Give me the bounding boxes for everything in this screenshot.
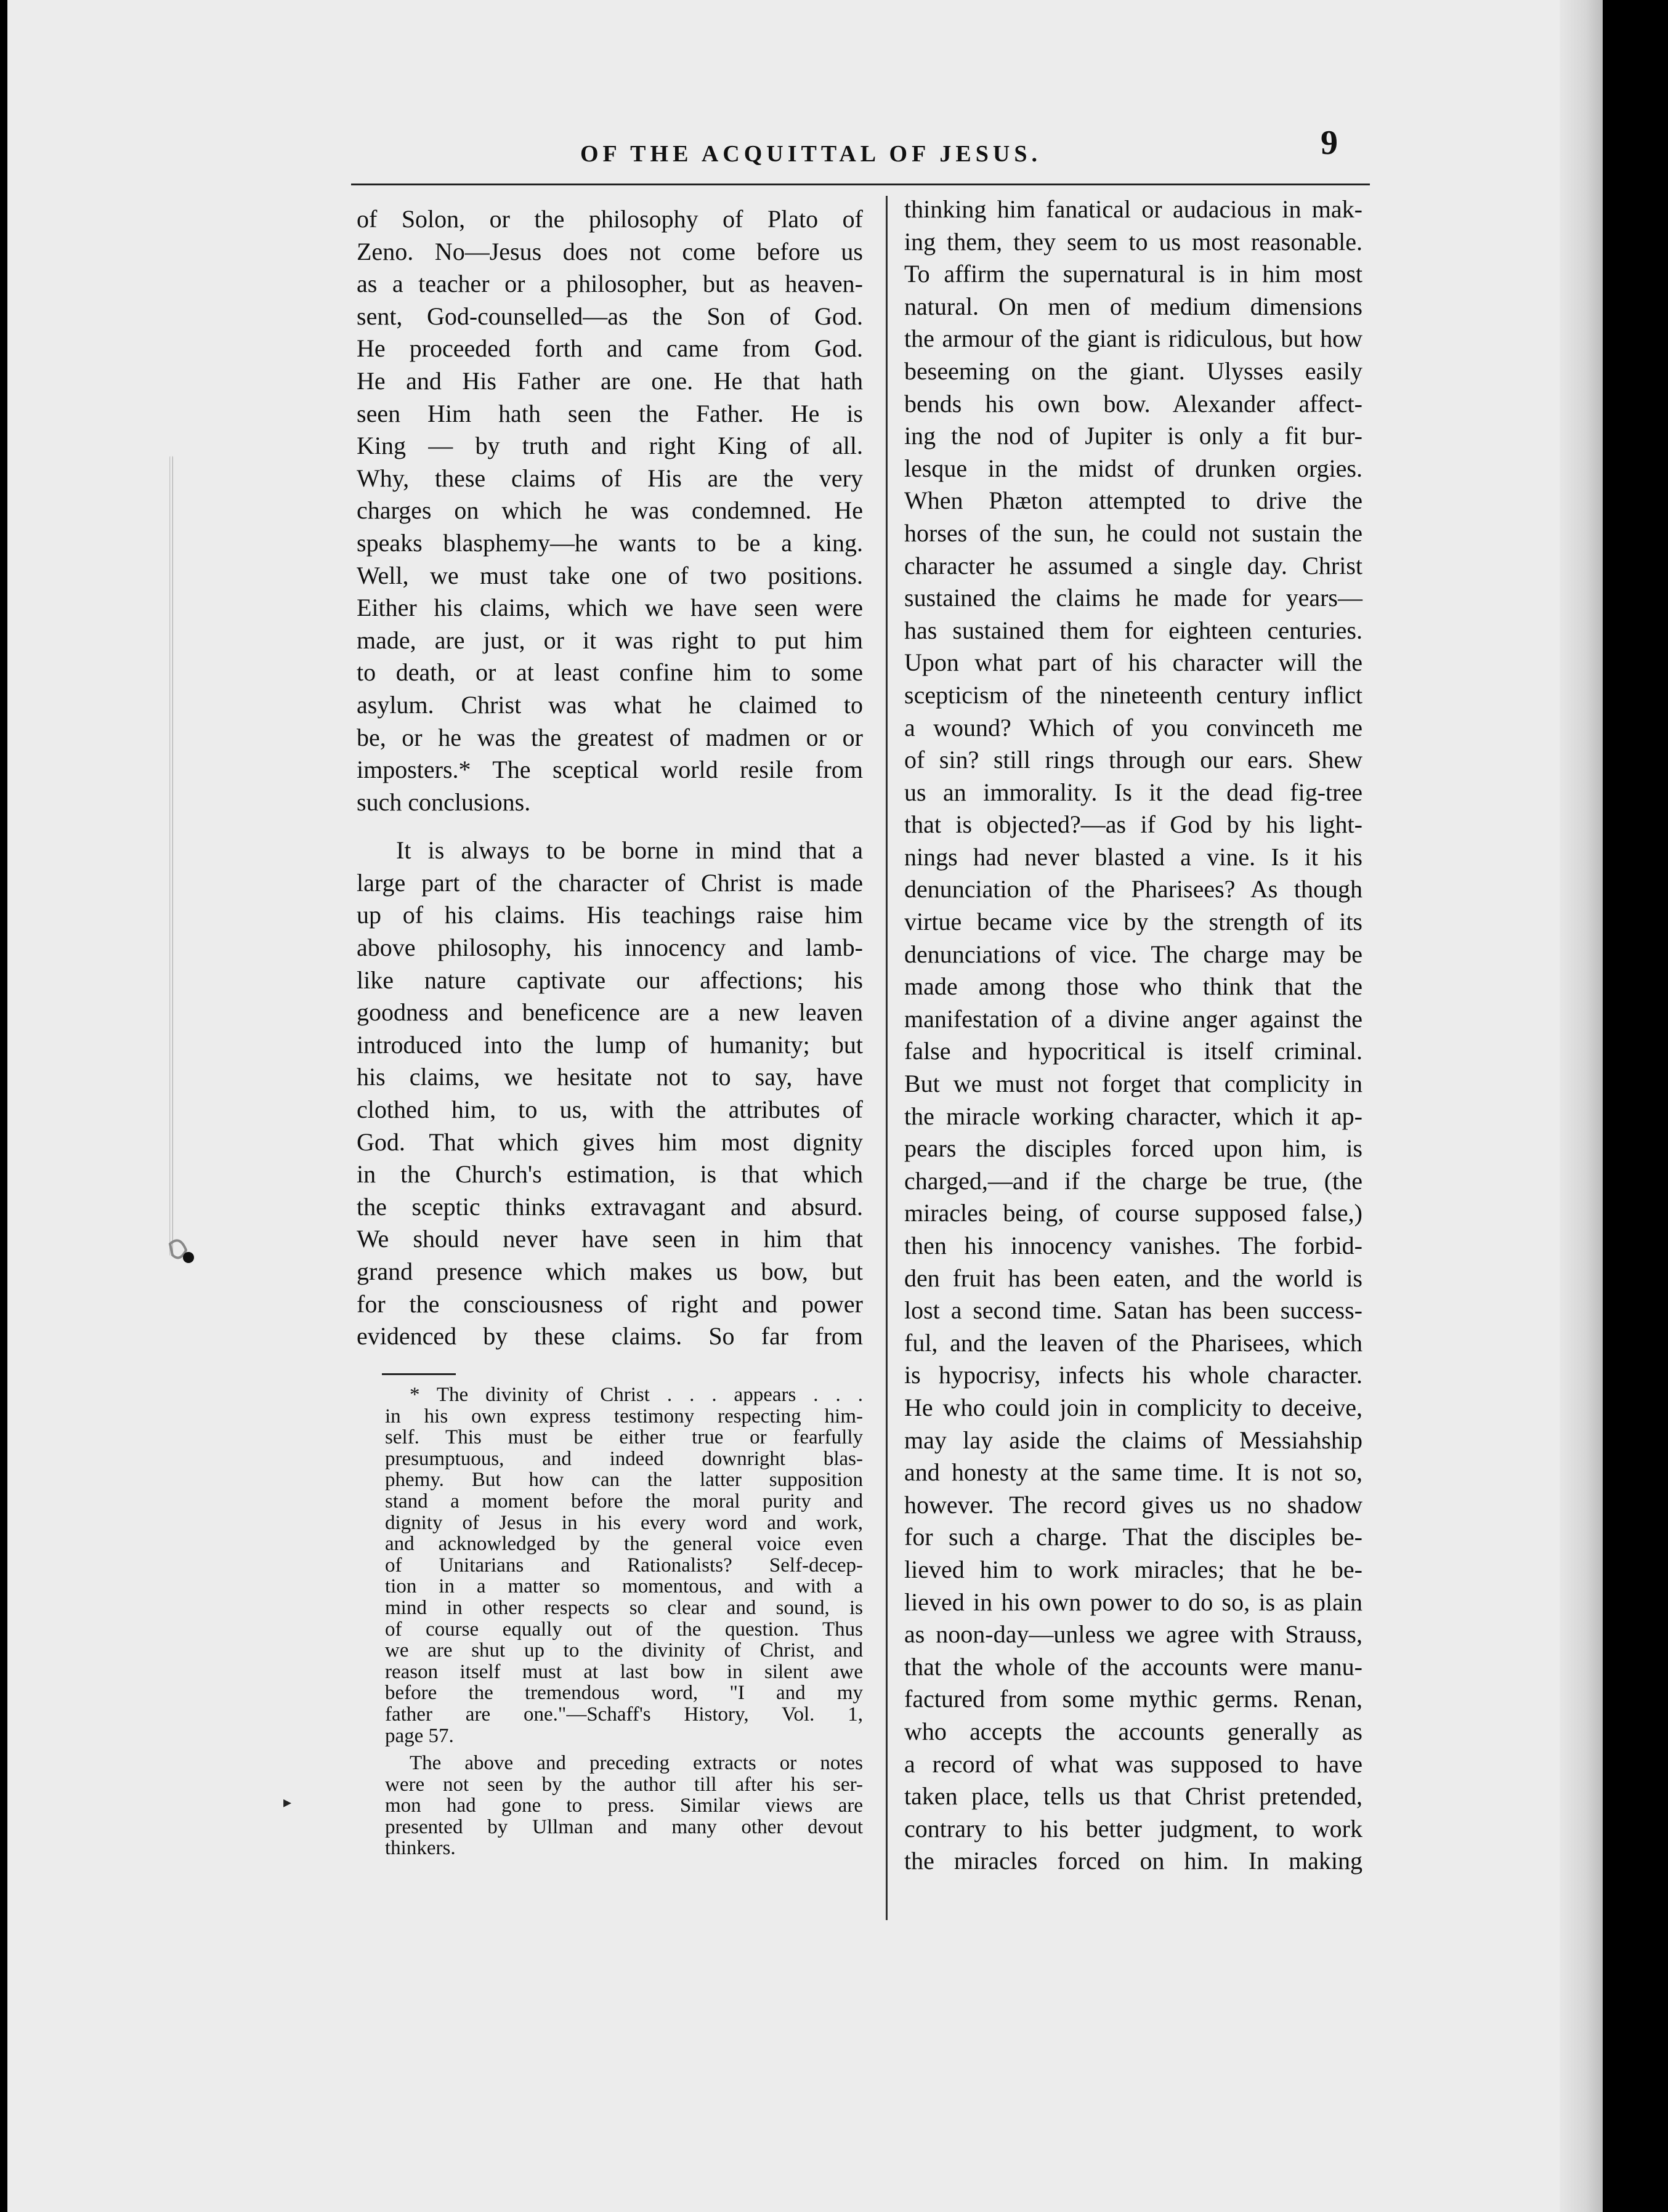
footnote-line: in his own express testimony respecting him- [385, 1405, 863, 1427]
binding-thread [169, 456, 173, 1256]
text-line: seen Him hath seen the Father. He is [357, 399, 863, 427]
text-line: But we must not forget that complicity in [904, 1070, 1362, 1098]
footnote-line: were not seen by the author till after his ser- [385, 1773, 863, 1796]
footnote-line: The above and preceding extracts or notes [410, 1752, 863, 1775]
text-line: virtue became vice by the strength of its [904, 908, 1362, 936]
text-line: in the Church's estimation, is that which [357, 1160, 863, 1189]
text-line: lieved in his own power to do so, is as plain [904, 1588, 1362, 1616]
text-line: up of his claims. His teachings raise him [357, 901, 863, 929]
text-line: to death, or at least confine him to some [357, 658, 863, 687]
left-column [357, 203, 863, 1353]
footnote-line: mon had gone to press. Similar views are [385, 1794, 863, 1817]
left-paragraph-1 [357, 203, 863, 818]
text-line: as a teacher or a philosopher, but as heaven- [357, 270, 863, 298]
text-line: nings had never blasted a vine. Is it his [904, 842, 1362, 871]
text-line: King — by truth and right King of all. [357, 432, 863, 460]
column-divider [886, 196, 888, 1920]
footnote-line: presented by Ullman and many other devout [385, 1815, 863, 1838]
text-line: lesque in the midst of drunken orgies. [904, 454, 1362, 482]
footnote-line: presumptuous, and indeed downright blas- [385, 1447, 863, 1470]
text-line: the sceptic thinks extravagant and absurd. [357, 1192, 863, 1221]
left-paragraph-2 [357, 834, 863, 1353]
text-line: To affirm the supernatural is in him most [904, 260, 1362, 288]
text-line: It is always to be borne in mind that a [396, 836, 863, 865]
running-header [7, 123, 1603, 172]
text-line: Either his claims, which we have seen were [357, 594, 863, 622]
text-line: He who could join in complicity to deceive, [904, 1393, 1362, 1421]
footnote-line: we are shut up to the divinity of Christ, and [385, 1639, 863, 1662]
text-line: introduced into the lump of humanity; but [357, 1030, 863, 1059]
text-line: pears the disciples forced upon him, is [904, 1134, 1362, 1163]
text-line: natural. On men of medium dimensions [904, 292, 1362, 320]
text-line: character he assumed a single day. Christ [904, 551, 1362, 579]
text-line: We should never have seen in him that [357, 1225, 863, 1253]
text-line: as noon-day—unless we agree with Strauss, [904, 1620, 1362, 1649]
binding-knot [161, 1232, 198, 1269]
footnotes [385, 1384, 863, 1859]
footnote-line: before the tremendous word, "I and my [385, 1682, 863, 1705]
text-line: lieved him to work miracles; that he be- [904, 1555, 1362, 1583]
footnote-line: * The divinity of Christ . . . appears . . . [410, 1384, 863, 1406]
text-line: has sustained them for eighteen centuries. [904, 616, 1362, 644]
text-line: is hypocrisy, infects his whole character. [904, 1361, 1362, 1389]
text-line: sustained the claims he made for years— [904, 584, 1362, 612]
text-line: taken place, tells us that Christ pretended, [904, 1782, 1362, 1810]
footnote-line: reason itself must at last bow in silent awe [385, 1660, 863, 1683]
text-line: manifestation of a divine anger against the [904, 1004, 1362, 1033]
footnote-rule [382, 1373, 456, 1375]
text-line: Zeno. No—Jesus does not come before us [357, 237, 863, 265]
text-line: large part of the character of Christ is made [357, 868, 863, 897]
book-page [7, 0, 1603, 2212]
text-line: factured from some mythic germs. Renan, [904, 1685, 1362, 1713]
text-line: horses of the sun, he could not sustain the [904, 519, 1362, 547]
text-line: his claims, we hesitate not to say, have [357, 1063, 863, 1091]
text-line: that is objected?—as if God by his light- [904, 810, 1362, 839]
text-line: like nature captivate our affections; his [357, 966, 863, 994]
text-line: When Phæton attempted to drive the [904, 486, 1362, 515]
right-paragraph [904, 193, 1362, 1878]
text-line: made, are just, or it was right to put him [357, 626, 863, 654]
text-line: He proceeded forth and came from God. [357, 334, 863, 363]
text-line: false and hypocritical is itself criminal. [904, 1037, 1362, 1065]
footnote-line: dignity of Jesus in his every word and work, [385, 1511, 863, 1534]
text-line: ing the nod of Jupiter is only a fit bur- [904, 422, 1362, 450]
footnote-line: of course equally out of the question. Thus [385, 1618, 863, 1641]
footnote-line: thinkers. [385, 1837, 456, 1860]
text-line: charges on which he was condemned. He [357, 496, 863, 525]
header-rule [351, 184, 1370, 185]
footnote-line: mind in other respects so clear and sound, is [385, 1596, 863, 1619]
text-line: grand presence which makes us bow, but [357, 1257, 863, 1285]
text-line: Well, we must take one of two positions. [357, 561, 863, 589]
text-line: contrary to his better judgment, to work [904, 1814, 1362, 1843]
text-line: denunciation of the Pharisees? As though [904, 875, 1362, 903]
footnote-line: page 57. [385, 1724, 454, 1747]
text-line: goodness and beneficence are a new leaven [357, 998, 863, 1027]
text-line: den fruit has been eaten, and the world is [904, 1264, 1362, 1292]
text-line: beseeming on the giant. Ulysses easily [904, 357, 1362, 385]
text-line: Why, these claims of His are the very [357, 464, 863, 492]
footnote-line: self. This must be either true or fearfully [385, 1426, 863, 1449]
text-line: the miracle working character, which it ap- [904, 1102, 1362, 1130]
text-line: evidenced by these claims. So far from [357, 1322, 863, 1350]
text-line: the armour of the giant is ridiculous, but how [904, 325, 1362, 353]
running-title: OF THE ACQUITTAL OF JESUS. [580, 141, 1042, 167]
text-line: charged,—and if the charge be true, (the [904, 1166, 1362, 1195]
page-edge-shadow [1560, 0, 1603, 2212]
text-line: speaks blasphemy—he wants to be a king. [357, 528, 863, 557]
text-line: a wound? Which of you convinceth me [904, 713, 1362, 741]
text-line: and honesty at the same time. It is not so, [904, 1458, 1362, 1487]
text-line: the miracles forced on him. In making [904, 1847, 1362, 1875]
text-line: however. The record gives us no shadow [904, 1490, 1362, 1519]
text-line: for such a charge. That the disciples be- [904, 1523, 1362, 1551]
right-column [904, 193, 1362, 1878]
text-line: that the whole of the accounts were manu- [904, 1652, 1362, 1681]
text-line: Upon what part of his character will the [904, 648, 1362, 677]
text-line: ing them, they seem to us most reasonable. [904, 227, 1362, 256]
text-line: imposters.* The sceptical world resile from [357, 756, 863, 784]
footnote-line: tion in a matter so momentous, and with a [385, 1575, 863, 1598]
text-line: of sin? still rings through our ears. Shew [904, 746, 1362, 774]
margin-arrow-mark: ▸ [283, 1793, 292, 1812]
text-line: of Solon, or the philosophy of Plato of [357, 205, 863, 233]
footnote-2 [385, 1753, 863, 1859]
footnote-1 [385, 1384, 863, 1746]
text-line: may lay aside the claims of Messiahship [904, 1426, 1362, 1454]
text-line: us an immorality. Is it the dead fig-tree [904, 778, 1362, 806]
page-number: 9 [1321, 124, 1338, 162]
text-line: He and His Father are one. He that hath [357, 366, 863, 395]
text-line: who accepts the accounts generally as [904, 1717, 1362, 1745]
footnote-line: and acknowledged by the general voice even [385, 1533, 863, 1556]
text-line: miracles being, of course supposed false,) [904, 1199, 1362, 1227]
paragraph-gap [357, 818, 863, 834]
footnote-line: phemy. But how can the latter supposition [385, 1469, 863, 1491]
text-line: asylum. Christ was what he claimed to [357, 690, 863, 719]
text-line: ful, and the leaven of the Pharisees, which [904, 1328, 1362, 1357]
text-line: scepticism of the nineteenth century inflict [904, 680, 1362, 709]
text-line: sent, God-counselled—as the Son of God. [357, 302, 863, 330]
text-line: bends his own bow. Alexander affect- [904, 389, 1362, 418]
text-line: denunciations of vice. The charge may be [904, 940, 1362, 968]
footnote-line: of Unitarians and Rationalists? Self-decep- [385, 1554, 863, 1576]
text-line: clothed him, to us, with the attributes of [357, 1096, 863, 1124]
text-line: made among those who think that the [904, 972, 1362, 1001]
text-line: above philosophy, his innocency and lamb- [357, 934, 863, 962]
text-line: then his innocency vanishes. The forbid- [904, 1232, 1362, 1259]
text-line: be, or he was the greatest of madmen or or [357, 723, 863, 751]
text-line: lost a second time. Satan has been success- [904, 1296, 1362, 1325]
text-line: such conclusions. [357, 788, 531, 816]
text-line: thinking him fanatical or audacious in mak- [904, 195, 1362, 223]
text-line: for the consciousness of right and power [357, 1290, 863, 1318]
text-line: a record of what was supposed to have [904, 1750, 1362, 1778]
footnote-line: stand a moment before the moral purity and [385, 1490, 863, 1512]
text-line: God. That which gives him most dignity [357, 1128, 863, 1156]
footnote-line: father are one."—Schaff's History, Vol. 1, [385, 1703, 863, 1726]
